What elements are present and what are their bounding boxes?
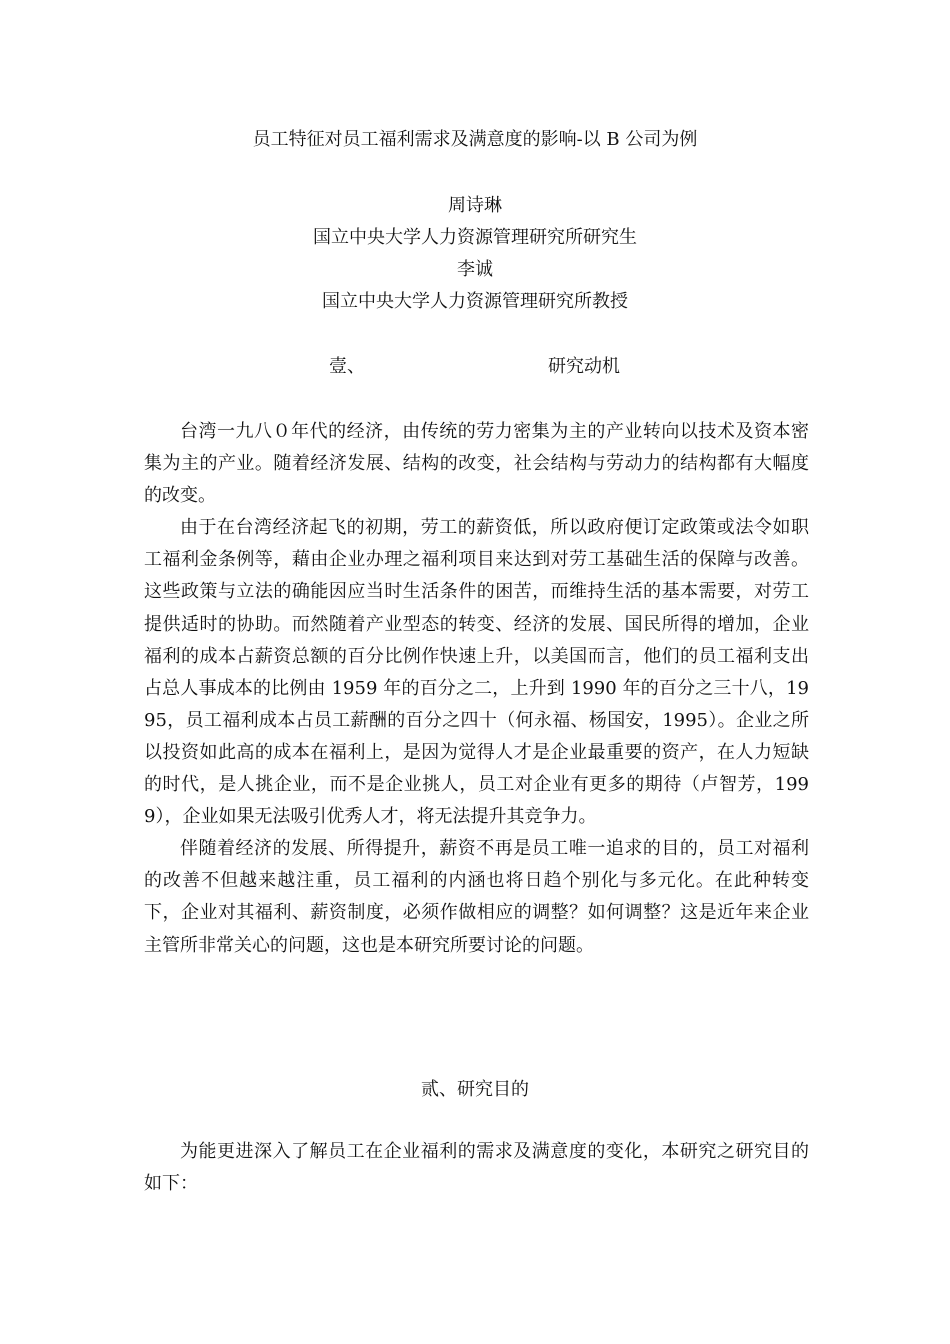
document-title: 员工特征对员工福利需求及满意度的影响-以 B 公司为例 xyxy=(252,129,698,150)
paragraph: 伴随着经济的发展、所得提升，薪资不再是员工唯一追求的目的，员工对福利的改善不但越来越注重，员工福利的内涵也将日趋个别化与多元化。在此种转变下，企业对其福利、薪资制度，必须作做相应的调整？如何调整？这是近年来企业主管所非常关心的问题，这也是本研究所要讨论的问题。 xyxy=(144,838,809,956)
section-title: 研究动机 xyxy=(548,356,620,377)
paragraph: 由于在台湾经济起飞的初期，劳工的薪资低，所以政府便订定政策或法令如职工福利金条例等，藉由企业办理之福利项目来达到对劳工基础生活的保障与改善。这些政策与立法的确能因应当时生活条件的困苦，而维持生活的基本需要，对劳工提供适时的协助。而然随着产业型态的转变、经济的发展、国民所得的增加，企业福利的成本占薪资总额的百分比例作快速上升，以美国而言，他们的员工福利支出占总人事成本的比例由 1959 年的百分之二，上升到 1990 年的百分之三十八，1995，员工福利成本占员工薪酬的百分之四十（何永福、杨国安，1995）。企业之所以投资如此高的成本在福利上，是因为觉得人才是企业最重要的资产，在人力短缺的时代，是人挑企业，而不是企业挑人，员工对企业有更多的期待（卢智芳，1999），企业如果无法吸引优秀人才，将无法提升其竞争力。 xyxy=(144,517,809,828)
author-affiliation: 国立中央大学人力资源管理研究所研究生 xyxy=(313,227,637,248)
paragraph: 台湾一九八０年代的经济，由传统的劳力密集为主的产业转向以技术及资本密集为主的产业。随着经济发展、结构的改变，社会结构与劳动力的结构都有大幅度的改变。 xyxy=(144,421,809,507)
section-number: 壹、 xyxy=(329,356,365,377)
author-name: 李诚 xyxy=(457,259,493,280)
section-body xyxy=(144,416,809,962)
author-name: 周诗琳 xyxy=(448,195,502,216)
author-block xyxy=(0,190,950,318)
section-heading: 贰、研究目的 xyxy=(421,1079,529,1100)
section-body xyxy=(144,1136,809,1200)
section-heading xyxy=(0,353,950,381)
paragraph: 为能更进深入了解员工在企业福利的需求及满意度的变化，本研究之研究目的如下： xyxy=(144,1141,809,1195)
author-affiliation: 国立中央大学人力资源管理研究所教授 xyxy=(322,291,628,312)
